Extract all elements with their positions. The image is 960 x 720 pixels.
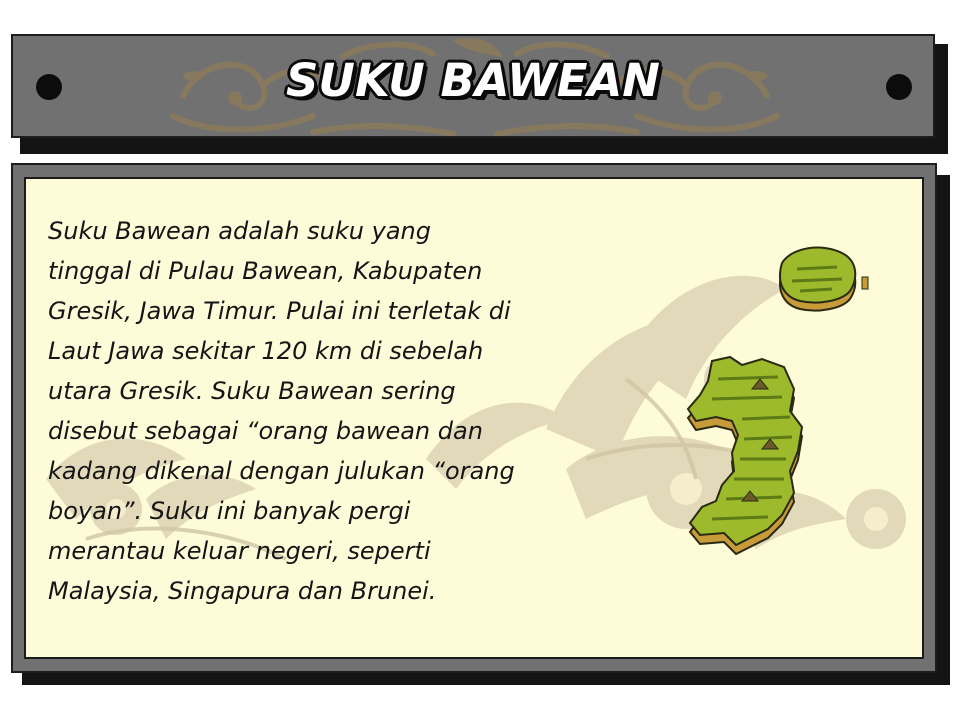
text-line: Malaysia, Singapura dan Brunei. xyxy=(48,577,437,605)
text-line: Suku Bawean adalah suku yang xyxy=(48,217,431,245)
text-line: Laut Jawa sekitar 120 km di sebelah xyxy=(48,337,484,365)
text-line: Gresik, Jawa Timur. Pulai ini terletak di xyxy=(48,297,511,325)
text-line: kadang dikenal dengan julukan “orang xyxy=(48,457,515,485)
bawean-island-map-icon xyxy=(682,239,872,589)
text-line: utara Gresik. Suku Bawean sering xyxy=(48,377,456,405)
text-line: merantau keluar negeri, seperti xyxy=(48,537,431,565)
content-panel xyxy=(24,177,924,659)
text-line: boyan”. Suku ini banyak pergi xyxy=(48,497,411,525)
text-line: disebut sebagai “orang bawean dan xyxy=(48,417,483,445)
title-banner xyxy=(11,34,935,138)
text-line: tinggal di Pulau Bawean, Kabupaten xyxy=(48,257,483,285)
page-title: SUKU BAWEAN xyxy=(286,54,660,107)
description-text xyxy=(48,211,618,611)
